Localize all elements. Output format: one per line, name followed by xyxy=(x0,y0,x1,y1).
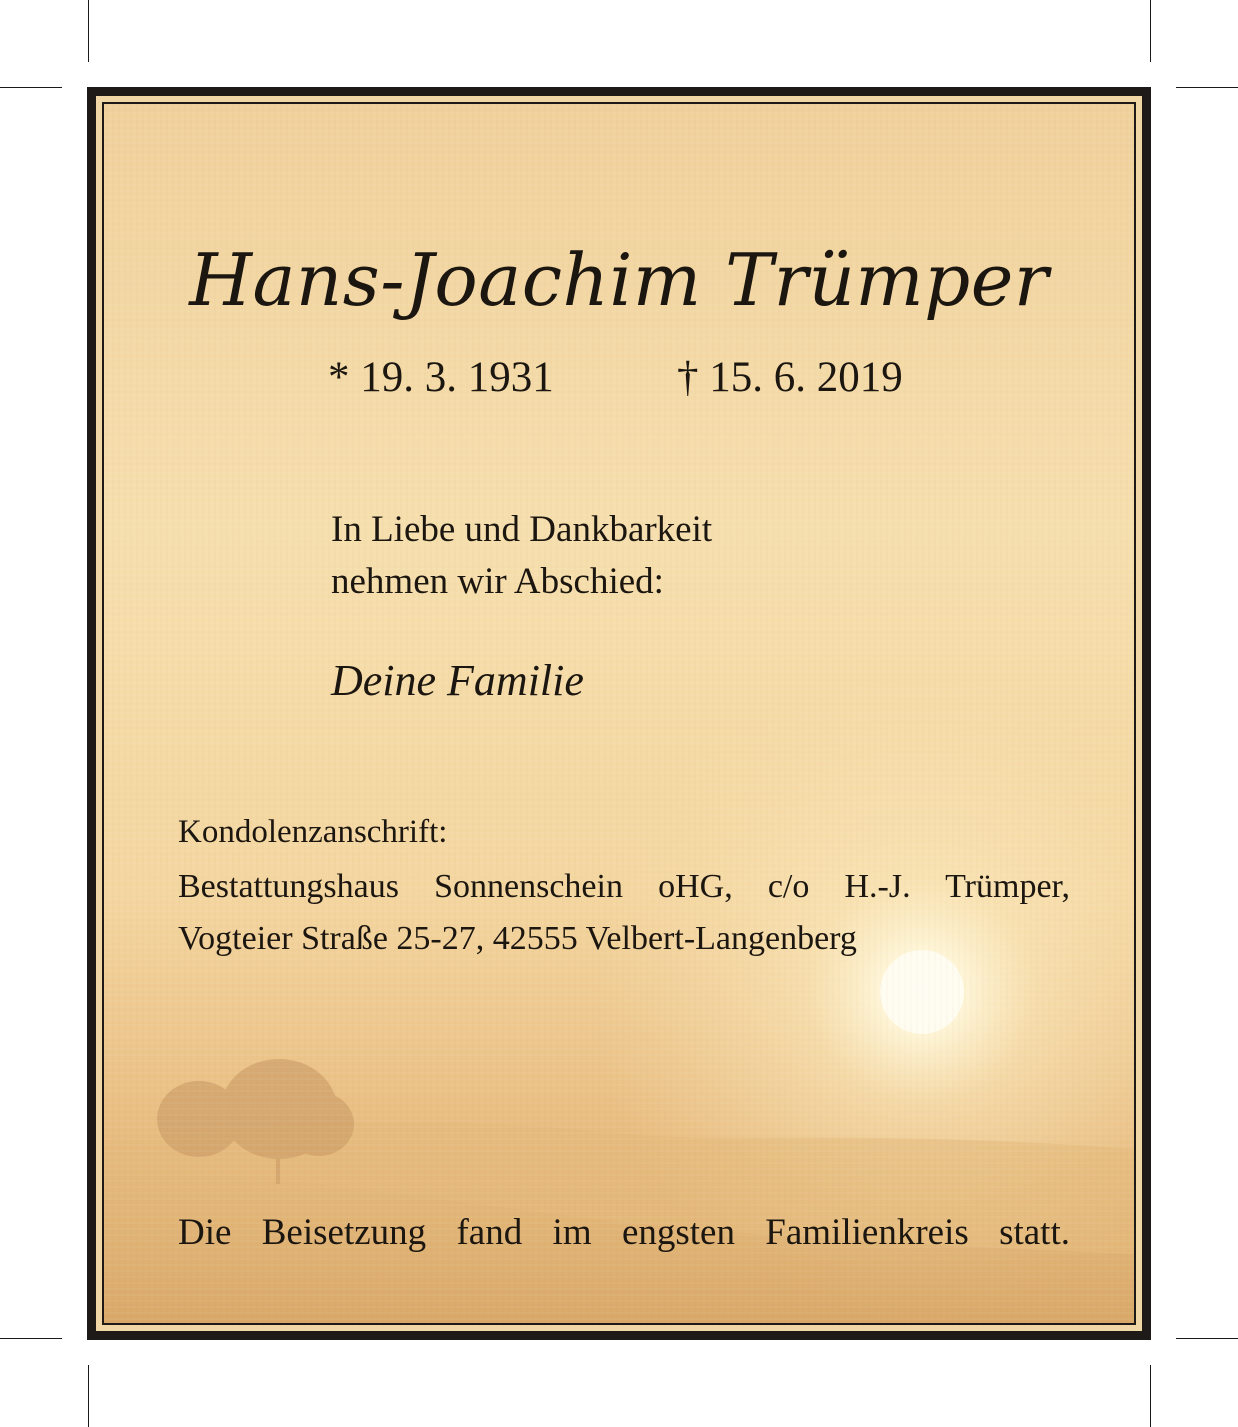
burial-note: Die Beisetzung fand im engsten Familienkreis statt. xyxy=(178,1212,1070,1253)
deceased-name: Hans-Joachim Trümper xyxy=(189,238,1049,322)
inner-frame-line xyxy=(102,102,1136,1325)
crop-mark xyxy=(1176,1338,1238,1339)
condolence-address-line: Vogteier Straße 25-27, 42555 Velbert-Langenberg xyxy=(178,920,857,957)
farewell-line: nehmen wir Abschied: xyxy=(331,561,664,602)
condolence-address-label: Kondolenzanschrift: xyxy=(178,814,448,850)
crop-mark xyxy=(0,1338,62,1339)
obituary-notice xyxy=(87,87,1151,1340)
family-signature: Deine Familie xyxy=(331,656,584,705)
crop-mark xyxy=(1176,87,1238,88)
crop-mark xyxy=(1150,1365,1151,1427)
farewell-line: In Liebe und Dankbarkeit xyxy=(331,509,713,550)
death-date: † 15. 6. 2019 xyxy=(677,354,903,401)
farewell-text xyxy=(331,504,712,608)
crop-mark xyxy=(0,87,62,88)
notice-content xyxy=(104,104,1134,1323)
birth-date: * 19. 3. 1931 xyxy=(328,354,554,401)
crop-mark xyxy=(88,0,89,62)
crop-mark xyxy=(88,1365,89,1427)
condolence-address-line: Bestattungshaus Sonnenschein oHG, c/o H.-J. Trümper, xyxy=(178,868,1070,905)
crop-mark xyxy=(1150,0,1151,62)
